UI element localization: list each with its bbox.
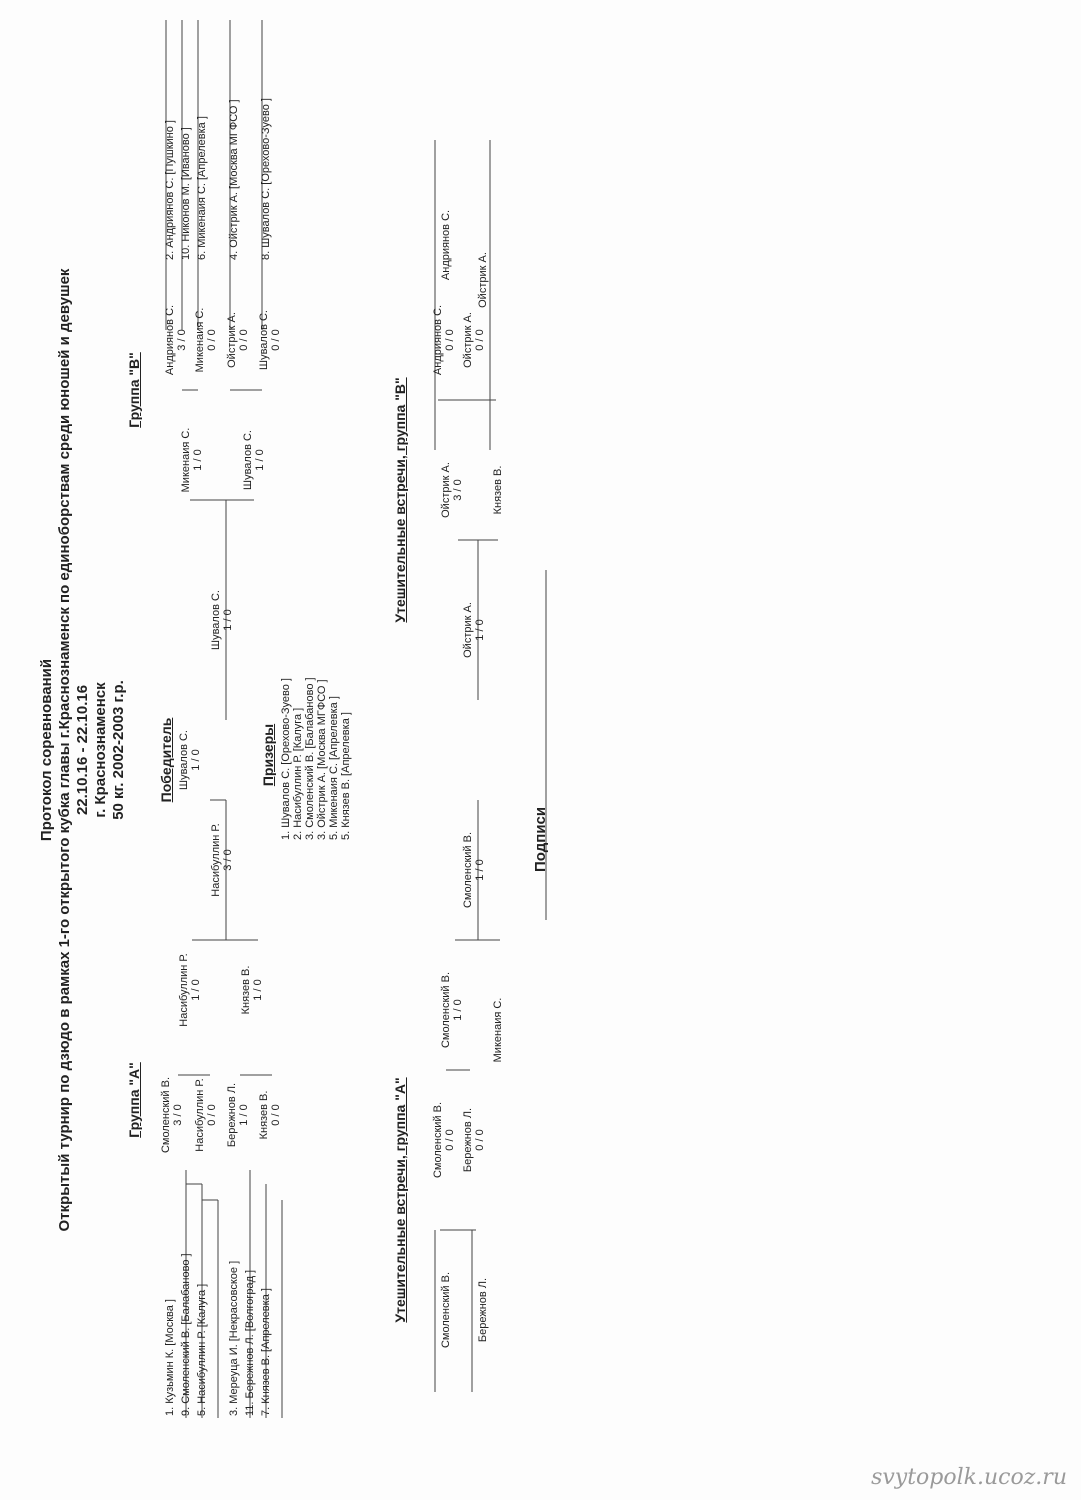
group-a-title: Группа "А" [126, 1062, 142, 1138]
tournament-city: г. Краснознаменск [92, 682, 109, 818]
group-a-entry: 11. Бережнов Л. [Волгоград ] [244, 1269, 256, 1416]
cons-a-seed: Бережнов Л. [477, 1277, 489, 1343]
group-a-r1-score: 0 / 0 [270, 1104, 282, 1126]
consolation-a-title: Утешительные встречи, группа "А" [392, 1077, 408, 1323]
group-b-r2-name: Микенаия С. [180, 427, 192, 493]
cons-a-r1-score: 0 / 0 [444, 1129, 456, 1151]
cons-b-r1-name: Андриянов С. [432, 304, 444, 376]
group-b-r2-score: 1 / 0 [254, 449, 266, 471]
group-b-r1-name: Андриянов С. [164, 304, 176, 376]
group-a-r2-score: 1 / 0 [190, 979, 202, 1001]
prize-entry: 3. Смоленский В. [Балабаново ] [304, 677, 316, 840]
cons-b-r2-opponent: Князев В. [492, 465, 504, 515]
cons-b-r1-name: Ойстрик А. [462, 312, 474, 368]
tournament-dates: 22.10.16 - 22.10.16 [74, 684, 91, 816]
group-a-entry: 5. Насибуллин Р. [Калуга ] [196, 1283, 208, 1416]
group-b-r1-name: Шувалов С. [258, 310, 270, 370]
group-a-r1-name: Князев В. [258, 1090, 270, 1140]
cons-b-final-name: Ойстрик А. [462, 602, 474, 658]
group-b-r1-name: Микенаия С. [194, 307, 206, 373]
group-a-entry: 1. Кузьмин К. [Москва ] [164, 1299, 176, 1416]
group-a-final-name: Насибуллин Р. [210, 823, 222, 897]
group-b-final-score: 1 / 0 [222, 609, 234, 631]
watermark: svytopolk.ucoz.ru [871, 1465, 1067, 1490]
group-b-r1-score: 0 / 0 [270, 329, 282, 351]
group-a-r1-score: 0 / 0 [206, 1104, 218, 1126]
prize-entry: 5. Микенаия С. [Апрелевка ] [328, 696, 340, 840]
group-a-r2-name: Насибуллин Р. [178, 953, 190, 1027]
cons-a-r1-score: 0 / 0 [474, 1129, 486, 1151]
prizes-title: Призеры [260, 723, 276, 787]
cons-b-r1-score: 0 / 0 [474, 329, 486, 351]
group-a-r2-score: 1 / 0 [252, 979, 264, 1001]
cons-a-r2-score: 1 / 0 [452, 999, 464, 1021]
group-a-r1-score: 3 / 0 [172, 1104, 184, 1126]
prize-entry: 5. Князев В. [Апрелевка ] [340, 712, 352, 840]
group-b-entry: 8. Шувалов С. [Орехово-Зуево ] [260, 98, 272, 260]
group-a-final-score: 3 / 0 [222, 849, 234, 871]
cons-a-final-score: 1 / 0 [474, 859, 486, 881]
signatures-label: Подписи [532, 806, 549, 872]
group-a-r1-name: Бережнов Л. [226, 1082, 238, 1148]
prize-entry: 1. Шувалов С. [Орехово-Зуево ] [280, 678, 292, 840]
group-b-entry: 4. Ойстрик А. [Москва МГФСО ] [228, 99, 240, 260]
group-a-r1-name: Смоленский В. [160, 1076, 172, 1154]
group-b-r1-name: Ойстрик А. [226, 312, 238, 368]
protocol-title: Протокол соревнований [38, 658, 55, 842]
group-b-entry: 10. Никонов М. [Иваново ] [180, 127, 192, 260]
group-a-r2-name: Князев В. [240, 965, 252, 1015]
group-b-entry: 2. Андриянов С. [Пушкино ] [164, 120, 176, 260]
cons-b-r2-name: Ойстрик А. [440, 462, 452, 518]
tournament-title: Открытый турнир по дзюдо в рамках 1-го открытого кубка главы г.Краснознаменск по единоборствам среди юношей и девушек [56, 268, 73, 1232]
group-b-entry: 6. Микенаия С. [Апрелевка ] [196, 116, 208, 260]
winner-title: Победитель [158, 717, 174, 803]
winner-name: Шувалов С. [178, 730, 190, 790]
prize-entry: 3. Ойстрик А. [Москва МГФСО ] [316, 679, 328, 840]
group-a-entry: 9. Смоленский В. [Балабаново ] [180, 1253, 192, 1416]
group-b-r1-score: 3 / 0 [176, 329, 188, 351]
cons-a-r1-name: Смоленский В. [432, 1101, 444, 1179]
group-a-r1-score: 1 / 0 [238, 1104, 250, 1126]
group-b-r1-score: 0 / 0 [206, 329, 218, 351]
cons-a-r2-name: Смоленский В. [440, 971, 452, 1049]
cons-b-r1-score: 0 / 0 [444, 329, 456, 351]
cons-a-final-name: Смоленский В. [462, 831, 474, 909]
cons-a-r1-name: Бережнов Л. [462, 1107, 474, 1173]
group-a-r1-name: Насибуллин Р. [194, 1078, 206, 1152]
cons-a-r2-opponent: Микенаия С. [492, 997, 504, 1063]
group-b-final-name: Шувалов С. [210, 590, 222, 650]
group-b-r1-score: 0 / 0 [238, 329, 250, 351]
prize-entry: 2. Насибуллин Р. [Калуга ] [292, 707, 304, 840]
winner-score: 1 / 0 [190, 749, 202, 771]
group-a-entry: 3. Мереуца И. [Некрасовское ] [228, 1260, 240, 1416]
cons-b-final-score: 1 / 0 [474, 619, 486, 641]
cons-b-seed: Ойстрик А. [477, 252, 489, 308]
cons-b-r2-score: 3 / 0 [452, 479, 464, 501]
cons-a-seed: Смоленский В. [440, 1271, 452, 1349]
group-b-r2-score: 1 / 0 [192, 449, 204, 471]
group-b-r2-name: Шувалов С. [242, 430, 254, 490]
cons-b-seed: Андриянов С. [440, 209, 452, 281]
consolation-b-title: Утешительные встречи, группа "В" [392, 377, 408, 623]
group-b-title: Группа "В" [126, 352, 142, 428]
group-a-entry: 7. Князев В. [Апрелевка ] [260, 1288, 272, 1416]
weight-category: 50 кг. 2002-2003 г.р. [110, 680, 127, 820]
